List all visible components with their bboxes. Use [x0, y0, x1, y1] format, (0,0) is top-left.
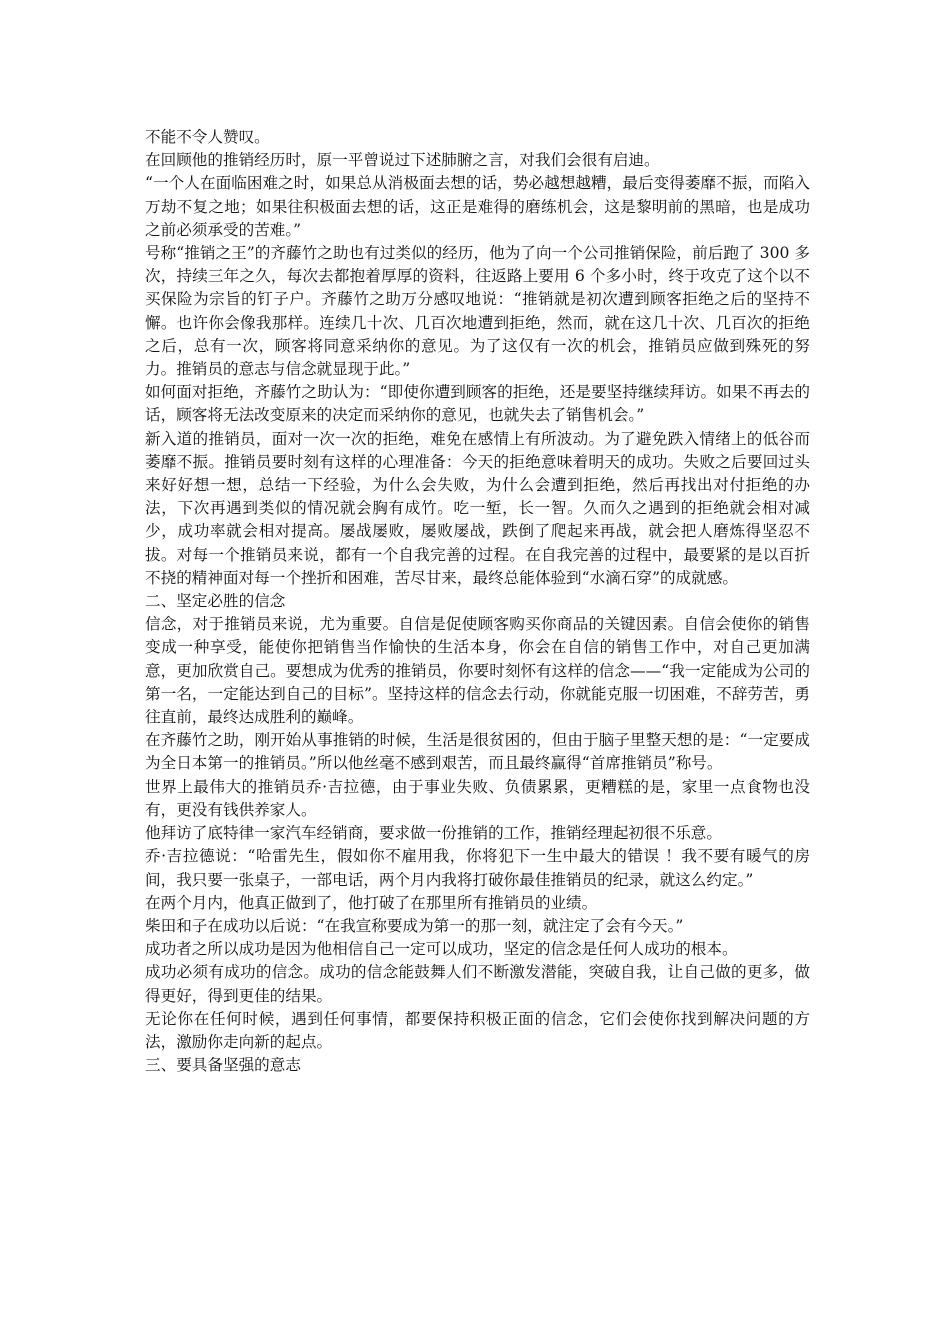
paragraph: 柴田和子在成功以后说：“在我宣称要成为第一的那一刻，就注定了会有今天。”	[145, 916, 684, 935]
paragraph: 新入道的推销员，面对一次一次的拒绝，难免在感情上有所波动。为了避免跌入情绪上的低谷而萎靡不振。推销员要时刻有这样的心理准备：今天的拒绝意味着明天的成功。失败之后要回过头来好好想一想，总结一下经验，为什么会失败，为什么会遭到拒绝，然后再找出对付拒绝的办法，下次再遇到类似的情况就会胸有成竹。吃一堑，长一智。久而久之遇到的拒绝就会相对减少，成功率就会相对提高。屡战屡败，屡败屡战，跌倒了爬起来再战，就会把人磨炼得坚忍不拔。对每一个推销员来说，都有一个自我完善的过程。在自我完善的过程中，最要紧的是以百折不挠的精神面对每一个挫折和困难，苦尽甘来，最终总能体验到“水滴石穿”的成就感。	[145, 429, 810, 587]
paragraph: 在回顾他的推销经历时，原一平曾说过下述肺腑之言，对我们会很有启迪。	[145, 151, 660, 170]
paragraph: 在两个月内，他真正做到了，他打破了在那里所有推销员的业绩。	[145, 893, 598, 912]
paragraph: 世界上最伟大的推销员乔·吉拉德，由于事业失败、负债累累，更糟糕的是，家里一点食物也没有，更没有钱供养家人。	[145, 777, 810, 819]
paragraph: 成功必须有成功的信念。成功的信念能鼓舞人们不断激发潜能，突破自我，让自己做的更多，做得更好，得到更佳的结果。	[145, 963, 810, 1005]
paragraph: 成功者之所以成功是因为他相信自己一定可以成功，坚定的信念是任何人成功的根本。	[145, 940, 738, 959]
paragraph: 号称“推销之王”的齐藤竹之助也有过类似的经历，他为了向一个公司推销保险，前后跑了 300 多次，持续三年之久，每次去都抱着厚厚的资料，往返路上要用 6 个多小时，终于攻克了这个以不买保险为宗旨的钉子户。齐藤竹之助万分感叹地说：“推销就是初次遭到顾客拒绝之后的坚持不懈。也许你会像我那样。连续几十次、几百次地遭到拒绝，然而，就在这几十次、几百次的拒绝之后，总有一次，顾客将同意采纳你的意见。为了这仅有一次的机会，推销员应做到殊死的努力。推销员的意志与信念就显现于此。”	[145, 244, 810, 379]
section-heading: 二、坚定必胜的信念	[145, 592, 286, 611]
paragraph: 无论你在任何时候，遇到任何事情，都要保持积极正面的信念，它们会使你找到解决问题的方法，激励你走向新的起点。	[145, 1009, 810, 1051]
document-body	[145, 126, 810, 1077]
section-heading: 三、要具备坚强的意志	[145, 1056, 301, 1075]
paragraph: 如何面对拒绝，齐藤竹之助认为：“即使你遭到顾客的拒绝，还是要坚持继续拜访。如果不再去的话，顾客将无法改变原来的决定而采纳你的意见，也就失去了销售机会。”	[145, 383, 810, 425]
paragraph: 乔·吉拉德说：“哈雷先生，假如你不雇用我，你将犯下一生中最大的错误 ！我不要有暖气的房间，我只要一张桌子，一部电话，两个月内我将打破你最佳推销员的纪录，就这么约定。”	[145, 847, 810, 889]
paragraph: 信念，对于推销员来说，尤为重要。自信是促使顾客购买你商品的关键因素。自信会使你的销售变成一种享受，能使你把销售当作愉快的生活本身，你会在自信的销售工作中，对自己更加满意，更加欣赏自己。要想成为优秀的推销员，你要时刻怀有这样的信念——“我一定能成为公司的第一名，一定能达到自己的目标”。坚持这样的信念去行动，你就能克服一切困难，不辞劳苦，勇往直前，最终达成胜利的巅峰。	[145, 615, 810, 727]
paragraph: 不能不令人赞叹。	[145, 128, 270, 146]
paragraph: 他拜访了底特律一家汽车经销商，要求做一份推销的工作，推销经理起初很不乐意。	[145, 824, 722, 843]
quote-paragraph: “一个人在面临困难之时，如果总从消极面去想的话，势必越想越糟，最后变得萎靡不振，而陷入万劫不复之地；如果往积极面去想的话，这正是难得的磨练机会，这是黎明前的黑暗，也是成功之前必须承受的苦难。”	[145, 174, 810, 239]
paragraph: 在齐藤竹之助，刚开始从事推销的时候，生活是很贫困的，但由于脑子里整天想的是：“一定要成为全日本第一的推销员。”所以他丝毫不感到艰苦，而且最终赢得“首席推销员”称号。	[145, 731, 810, 773]
